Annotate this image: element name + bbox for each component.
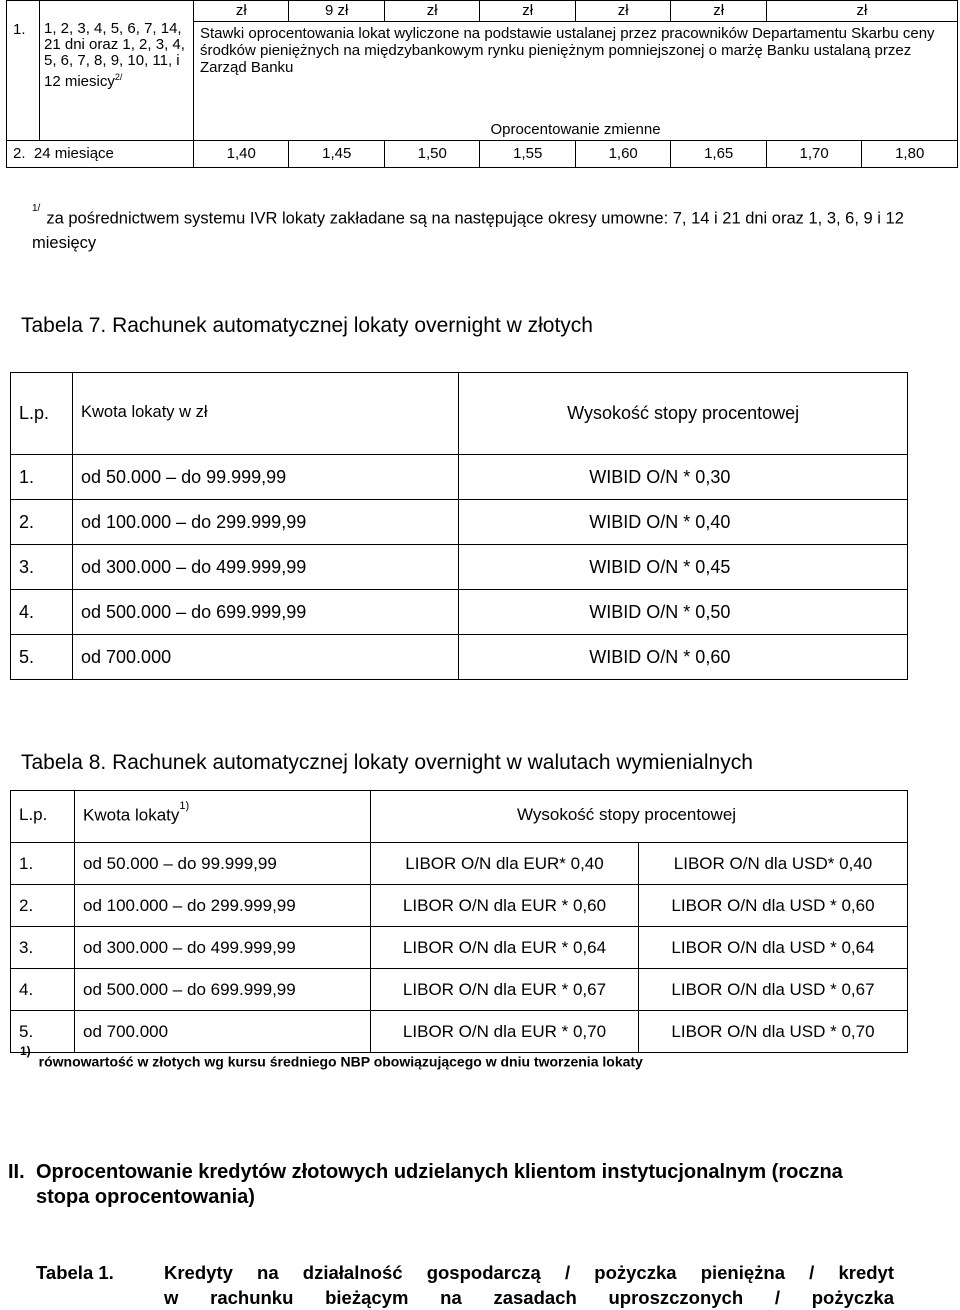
footnote2-sup: 1): [20, 1044, 31, 1058]
period-sup: 2/: [114, 72, 123, 82]
t7-amount: od 500.000 – do 699.999,99: [73, 590, 459, 635]
t8-header-amount: Kwota lokaty$^{1)}$: [75, 791, 371, 843]
t8-eur-rate: LIBOR O/N dla EUR * 0,67: [371, 969, 639, 1011]
rate-cell: 1,40: [194, 141, 289, 168]
table-row: 1.: [11, 843, 75, 885]
t7-header-rate: Wysokość stopy procentowej: [459, 373, 908, 455]
table1-line2: w rachunku bieżącym na zasadach uproszczonych / pożyczka: [164, 1287, 894, 1308]
t8-usd-rate: LIBOR O/N dla USD* 0,40: [639, 843, 908, 885]
table1-line1: Kredyty na działalność gospodarczą / pożyczka pieniężna / kredyt: [164, 1262, 894, 1283]
t7-amount: od 100.000 – do 299.999,99: [73, 500, 459, 545]
t7-rate: WIBID O/N * 0,45: [459, 545, 908, 590]
table8: [10, 790, 908, 1053]
t8-usd-rate: LIBOR O/N dla USD * 0,64: [639, 927, 908, 969]
table-row: 3.: [11, 927, 75, 969]
footnote2-text: równowartość w złotych wg kursu średniego NBP obowiązującego w dniu tworzenia lokaty: [38, 1053, 643, 1070]
t8-eur-rate: LIBOR O/N dla EUR * 0,70: [371, 1011, 639, 1053]
rate-cell: 1,45: [289, 141, 384, 168]
table-row: 4.: [11, 969, 75, 1011]
t8-usd-rate: LIBOR O/N dla USD * 0,67: [639, 969, 908, 1011]
t7-rate: WIBID O/N * 0,60: [459, 635, 908, 680]
rate-cell: 1,70: [766, 141, 861, 168]
rate-cell: 1,50: [384, 141, 479, 168]
rate-cell: 1,80: [862, 141, 958, 168]
rate-cell: 1,55: [480, 141, 575, 168]
variable-rate-label: Oprocentowanie zmienne: [194, 121, 958, 141]
t8-usd-rate: LIBOR O/N dla USD * 0,60: [639, 885, 908, 927]
t8-header-lp: L.p.: [11, 791, 75, 843]
hdr-cell-1: zł: [194, 1, 289, 22]
t8-amount: od 100.000 – do 299.999,99: [75, 885, 371, 927]
t8-eur-rate: LIBOR O/N dla EUR * 0,64: [371, 927, 639, 969]
top-rates-table: [6, 0, 958, 168]
t8-usd-rate: LIBOR O/N dla USD * 0,70: [639, 1011, 908, 1053]
table7: [10, 372, 908, 680]
t8-header-rate: Wysokość stopy procentowej: [371, 791, 908, 843]
t8-amount: od 500.000 – do 699.999,99: [75, 969, 371, 1011]
t8-amount: od 700.000: [75, 1011, 371, 1053]
t8-eur-rate: LIBOR O/N dla EUR * 0,60: [371, 885, 639, 927]
t7-rate: WIBID O/N * 0,30: [459, 455, 908, 500]
section-number: II.: [8, 1161, 25, 1183]
hdr-cell-5: zł: [575, 1, 670, 22]
rate-cell: 1,60: [575, 141, 670, 168]
t7-amount: od 300.000 – do 499.999,99: [73, 545, 459, 590]
period-list: [40, 1, 194, 141]
hdr-cell-2: 9 zł: [289, 1, 384, 22]
t8-header-sup: 1): [179, 800, 190, 812]
table-row: 1.: [11, 455, 73, 500]
section-title: Oprocentowanie kredytów złotowych udzielanych klientom instytucjonalnym (roczna stopa oprocentowania): [36, 1161, 843, 1208]
hdr-cell-3: zł: [384, 1, 479, 22]
row-num: 1.: [7, 1, 40, 141]
table-row: 4.: [11, 590, 73, 635]
table-row: 2.: [11, 500, 73, 545]
rate-cell: 1,65: [671, 141, 766, 168]
t7-rate: WIBID O/N * 0,50: [459, 590, 908, 635]
period-text: 1, 2, 3, 4, 5, 6, 7, 14, 21 dni oraz 1, 2, 3, 4, 5, 6, 7, 8, 9, 10, 11, i 12 miesicy: [44, 20, 185, 90]
t7-rate: WIBID O/N * 0,40: [459, 500, 908, 545]
footnote-ivr: [32, 203, 912, 255]
footnote-sup: 1/: [32, 203, 41, 214]
hdr-cell-4: zł: [480, 1, 575, 22]
t7-amount: od 50.000 – do 99.999,99: [73, 455, 459, 500]
row2-period: 2. 24 miesiące: [7, 141, 194, 168]
table1-label: Tabela 1.: [36, 1262, 114, 1283]
table-row: 5.: [11, 1011, 75, 1053]
hdr-cell-6: zł: [671, 1, 766, 22]
table7-title: Tabela 7. Rachunek automatycznej lokaty overnight w złotych: [21, 314, 593, 337]
t7-header-lp: L.p.: [11, 373, 73, 455]
table-row: 3.: [11, 545, 73, 590]
hdr-cell-7: zł: [766, 1, 957, 22]
t8-amount: od 300.000 – do 499.999,99: [75, 927, 371, 969]
t7-header-amount: Kwota lokaty w zł: [73, 373, 459, 455]
table8-title: Tabela 8. Rachunek automatycznej lokaty overnight w walutach wymienialnych: [21, 751, 753, 774]
section-heading: [8, 1160, 948, 1210]
t8-amount: od 50.000 – do 99.999,99: [75, 843, 371, 885]
footnote-text: za pośrednictwem systemu IVR lokaty zakładane są na następujące okresy umowne: 7, 14 i 21 dni oraz 1, 3, 6, 9 i 12 miesięcy: [32, 209, 904, 252]
footnote-nbp: [20, 1044, 643, 1070]
rates-description: Stawki oprocentowania lokat wyliczone na podstawie ustalanej przez pracowników Departamentu Skarbu ceny środków pieniężnych na międzybankowym rynku pieniężnym pomniejszonej o marżę Banku ustalaną przez Zarząd Banku: [194, 22, 958, 122]
table-row: 2.: [11, 885, 75, 927]
t8-eur-rate: LIBOR O/N dla EUR* 0,40: [371, 843, 639, 885]
t7-amount: od 700.000: [73, 635, 459, 680]
table-row: 5.: [11, 635, 73, 680]
